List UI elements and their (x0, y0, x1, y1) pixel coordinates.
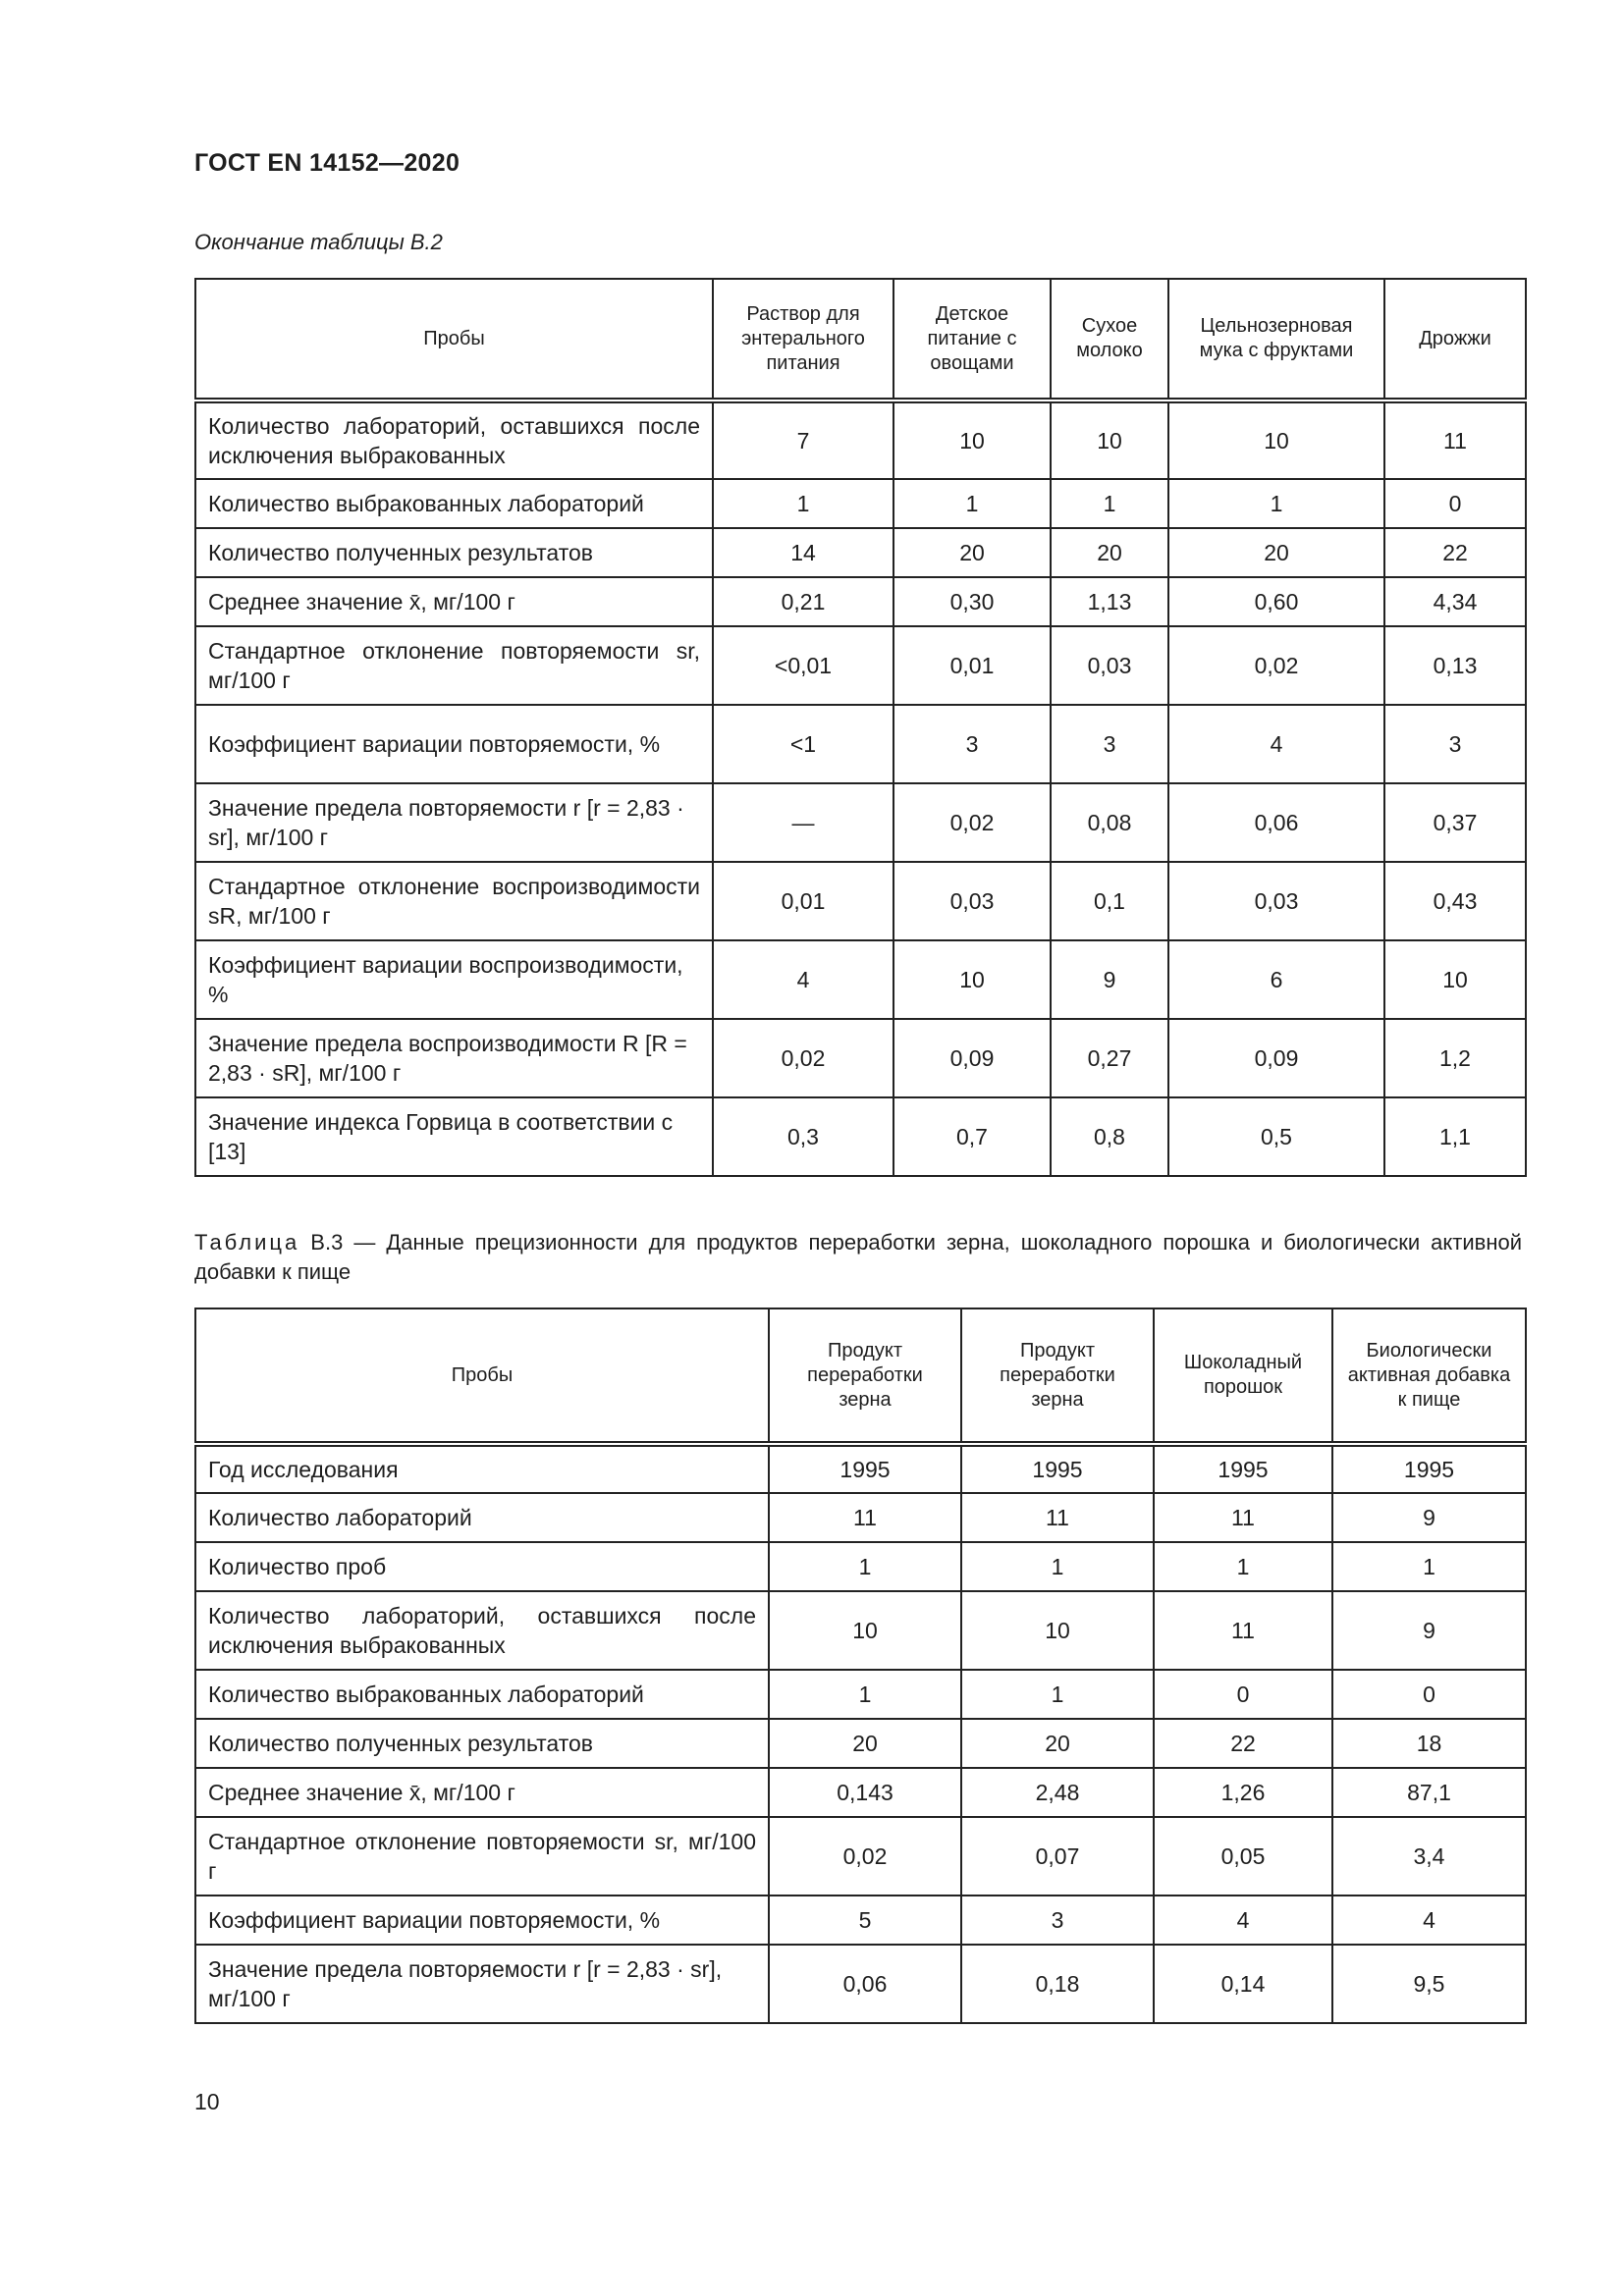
table-cell: 6 (1168, 940, 1384, 1019)
table-cell: 1,26 (1154, 1768, 1332, 1817)
table-cell: 1 (961, 1542, 1154, 1591)
table-cell: 1 (893, 479, 1051, 528)
table-row (195, 400, 1526, 479)
table-cell: 10 (961, 1591, 1154, 1670)
table-cell: 7 (713, 400, 893, 479)
table-row (195, 1493, 1526, 1542)
table-cell: <0,01 (713, 626, 893, 705)
table-row (195, 1945, 1526, 2023)
table-cell: 3,4 (1332, 1817, 1526, 1896)
table-cell: 10 (893, 400, 1051, 479)
table-row (195, 783, 1526, 862)
row-label: Количество лабораторий, оставшихся после исключения выбракованных (195, 400, 713, 479)
table-cell: 10 (769, 1591, 961, 1670)
column-header: Сухое молоко (1051, 279, 1168, 400)
table-cell: 1995 (1332, 1444, 1526, 1493)
table-cell: 0,30 (893, 577, 1051, 626)
column-header: Цельнозерновая мука с фруктами (1168, 279, 1384, 400)
table-cell: 20 (961, 1719, 1154, 1768)
table-caption-label: Таблица (194, 1230, 300, 1255)
column-header-samples: Пробы (195, 279, 713, 400)
table-cell: 20 (1051, 528, 1168, 577)
table-cell: 0,09 (893, 1019, 1051, 1097)
row-label: Коэффициент вариации воспроизводимости, % (195, 940, 713, 1019)
table-cell: 0,1 (1051, 862, 1168, 940)
table-row (195, 1896, 1526, 1945)
table-cell: 3 (961, 1896, 1154, 1945)
table-cell: 0,3 (713, 1097, 893, 1176)
column-header: Продукт переработки зерна (769, 1308, 961, 1444)
table-cell: 1 (1332, 1542, 1526, 1591)
table-cell: 9,5 (1332, 1945, 1526, 2023)
table-cell: 4 (1168, 705, 1384, 783)
column-header: Продукт переработки зерна (961, 1308, 1154, 1444)
table-cell: 9 (1332, 1591, 1526, 1670)
table-caption-number: В.3 (310, 1230, 344, 1255)
table-cell: 0 (1154, 1670, 1332, 1719)
row-label: Значение предела воспроизводимости R [R = 2,83 · sR], мг/100 г (195, 1019, 713, 1097)
column-header: Биологически активная добавка к пище (1332, 1308, 1526, 1444)
table-cell: 0,07 (961, 1817, 1154, 1896)
table-cell: 0,03 (893, 862, 1051, 940)
table-cell: 11 (769, 1493, 961, 1542)
row-label: Количество полученных результатов (195, 528, 713, 577)
table-cell: 1,2 (1384, 1019, 1526, 1097)
table-cell: 10 (1168, 400, 1384, 479)
table-cell: 0,09 (1168, 1019, 1384, 1097)
row-label: Значение индекса Горвица в соответствии с [13] (195, 1097, 713, 1176)
table-cell: 0,14 (1154, 1945, 1332, 2023)
table-cell: 0,13 (1384, 626, 1526, 705)
table-row (195, 1019, 1526, 1097)
table-row (195, 1542, 1526, 1591)
table-cell: 4,34 (1384, 577, 1526, 626)
table-row (195, 1591, 1526, 1670)
table-cell: 1 (1051, 479, 1168, 528)
table-cell: 0,08 (1051, 783, 1168, 862)
table-row (195, 1817, 1526, 1896)
table-cell: 0 (1332, 1670, 1526, 1719)
column-header: Шоколадный порошок (1154, 1308, 1332, 1444)
table-cell: 0,21 (713, 577, 893, 626)
table-cell: 3 (893, 705, 1051, 783)
table-cell: 0,02 (769, 1817, 961, 1896)
table-cell: — (713, 783, 893, 862)
table-b3-caption (194, 1228, 1522, 1287)
table-cell: 1 (713, 479, 893, 528)
table-cell: 0,37 (1384, 783, 1526, 862)
table-cell: 0,03 (1051, 626, 1168, 705)
row-label: Количество проб (195, 1542, 769, 1591)
table-cell: 1995 (1154, 1444, 1332, 1493)
row-label: Количество выбракованных лабораторий (195, 479, 713, 528)
table-cell: 0,02 (893, 783, 1051, 862)
table-cell: 2,48 (961, 1768, 1154, 1817)
column-header: Раствор для энтерального питания (713, 279, 893, 400)
row-label: Коэффициент вариации повторяемости, % (195, 1896, 769, 1945)
table-row (195, 1719, 1526, 1768)
table-cell: 22 (1154, 1719, 1332, 1768)
table-row (195, 1670, 1526, 1719)
row-label: Стандартное отклонение воспроизводимости sR, мг/100 г (195, 862, 713, 940)
table-cell: 0,27 (1051, 1019, 1168, 1097)
table-cell: 0,7 (893, 1097, 1051, 1176)
table-cell: 1 (1168, 479, 1384, 528)
table-cell: 18 (1332, 1719, 1526, 1768)
table-cell: 20 (1168, 528, 1384, 577)
row-label: Стандартное отклонение повторяемости sr, мг/100 г (195, 626, 713, 705)
table-cell: 1995 (961, 1444, 1154, 1493)
table-row (195, 862, 1526, 940)
table-cell: 20 (893, 528, 1051, 577)
table-cell: 10 (1384, 940, 1526, 1019)
table-cell: 0,43 (1384, 862, 1526, 940)
table-cell: 0,60 (1168, 577, 1384, 626)
table-cell: 1 (769, 1670, 961, 1719)
standard-code: ГОСТ EN 14152—2020 (194, 149, 460, 177)
table-cell: 0,143 (769, 1768, 961, 1817)
table-row (195, 528, 1526, 577)
table-row (195, 705, 1526, 783)
column-header: Дрожжи (1384, 279, 1526, 400)
precision-table-b2 (194, 278, 1527, 1177)
table-cell: 0,5 (1168, 1097, 1384, 1176)
precision-table-b3 (194, 1308, 1527, 2024)
row-label: Значение предела повторяемости r [r = 2,83 · sr], мг/100 г (195, 783, 713, 862)
row-label: Среднее значение x̄, мг/100 г (195, 577, 713, 626)
table-caption-text: — Данные прецизионности для продуктов переработки зерна, шоколадного порошка и биологически активной добавки к пище (194, 1230, 1522, 1284)
table-cell: <1 (713, 705, 893, 783)
table-cell: 0,06 (1168, 783, 1384, 862)
table-row (195, 1768, 1526, 1817)
table-cell: 20 (769, 1719, 961, 1768)
table-cell: 11 (1384, 400, 1526, 479)
column-header-samples: Пробы (195, 1308, 769, 1444)
row-label: Стандартное отклонение повторяемости sr, мг/100 г (195, 1817, 769, 1896)
table-cell: 5 (769, 1896, 961, 1945)
table-cell: 1995 (769, 1444, 961, 1493)
row-label: Значение предела повторяемости r [r = 2,83 · sr], мг/100 г (195, 1945, 769, 2023)
table-row (195, 479, 1526, 528)
table-cell: 0 (1384, 479, 1526, 528)
table-cell: 4 (1154, 1896, 1332, 1945)
table-cell: 9 (1332, 1493, 1526, 1542)
table-cell: 4 (1332, 1896, 1526, 1945)
row-label: Год исследования (195, 1444, 769, 1493)
table-cell: 1 (1154, 1542, 1332, 1591)
table-cell: 3 (1051, 705, 1168, 783)
table-cell: 0,02 (1168, 626, 1384, 705)
table-row (195, 940, 1526, 1019)
table-row (195, 626, 1526, 705)
table-cell: 1 (769, 1542, 961, 1591)
table-cell: 0,05 (1154, 1817, 1332, 1896)
table-cell: 4 (713, 940, 893, 1019)
table-cell: 0,03 (1168, 862, 1384, 940)
table-continuation-caption: Окончание таблицы В.2 (194, 230, 443, 254)
table-row (195, 1097, 1526, 1176)
row-label: Количество полученных результатов (195, 1719, 769, 1768)
table-cell: 9 (1051, 940, 1168, 1019)
table-cell: 11 (961, 1493, 1154, 1542)
table-row (195, 577, 1526, 626)
table-cell: 11 (1154, 1591, 1332, 1670)
row-label: Коэффициент вариации повторяемости, % (195, 705, 713, 783)
table-cell: 10 (893, 940, 1051, 1019)
table-cell: 10 (1051, 400, 1168, 479)
table-cell: 0,8 (1051, 1097, 1168, 1176)
table-cell: 3 (1384, 705, 1526, 783)
page-number: 10 (194, 2089, 220, 2114)
table-cell: 0,18 (961, 1945, 1154, 2023)
table-cell: 1 (961, 1670, 1154, 1719)
row-label: Среднее значение x̄, мг/100 г (195, 1768, 769, 1817)
row-label: Количество лабораторий (195, 1493, 769, 1542)
table-cell: 0,01 (893, 626, 1051, 705)
table-cell: 0,02 (713, 1019, 893, 1097)
table-row (195, 1444, 1526, 1493)
table-cell: 14 (713, 528, 893, 577)
table-cell: 11 (1154, 1493, 1332, 1542)
row-label: Количество лабораторий, оставшихся после исключения выбракованных (195, 1591, 769, 1670)
table-cell: 22 (1384, 528, 1526, 577)
table-cell: 87,1 (1332, 1768, 1526, 1817)
column-header: Детское питание с овощами (893, 279, 1051, 400)
row-label: Количество выбракованных лабораторий (195, 1670, 769, 1719)
table-cell: 1,13 (1051, 577, 1168, 626)
table-cell: 1,1 (1384, 1097, 1526, 1176)
table-cell: 0,06 (769, 1945, 961, 2023)
table-cell: 0,01 (713, 862, 893, 940)
